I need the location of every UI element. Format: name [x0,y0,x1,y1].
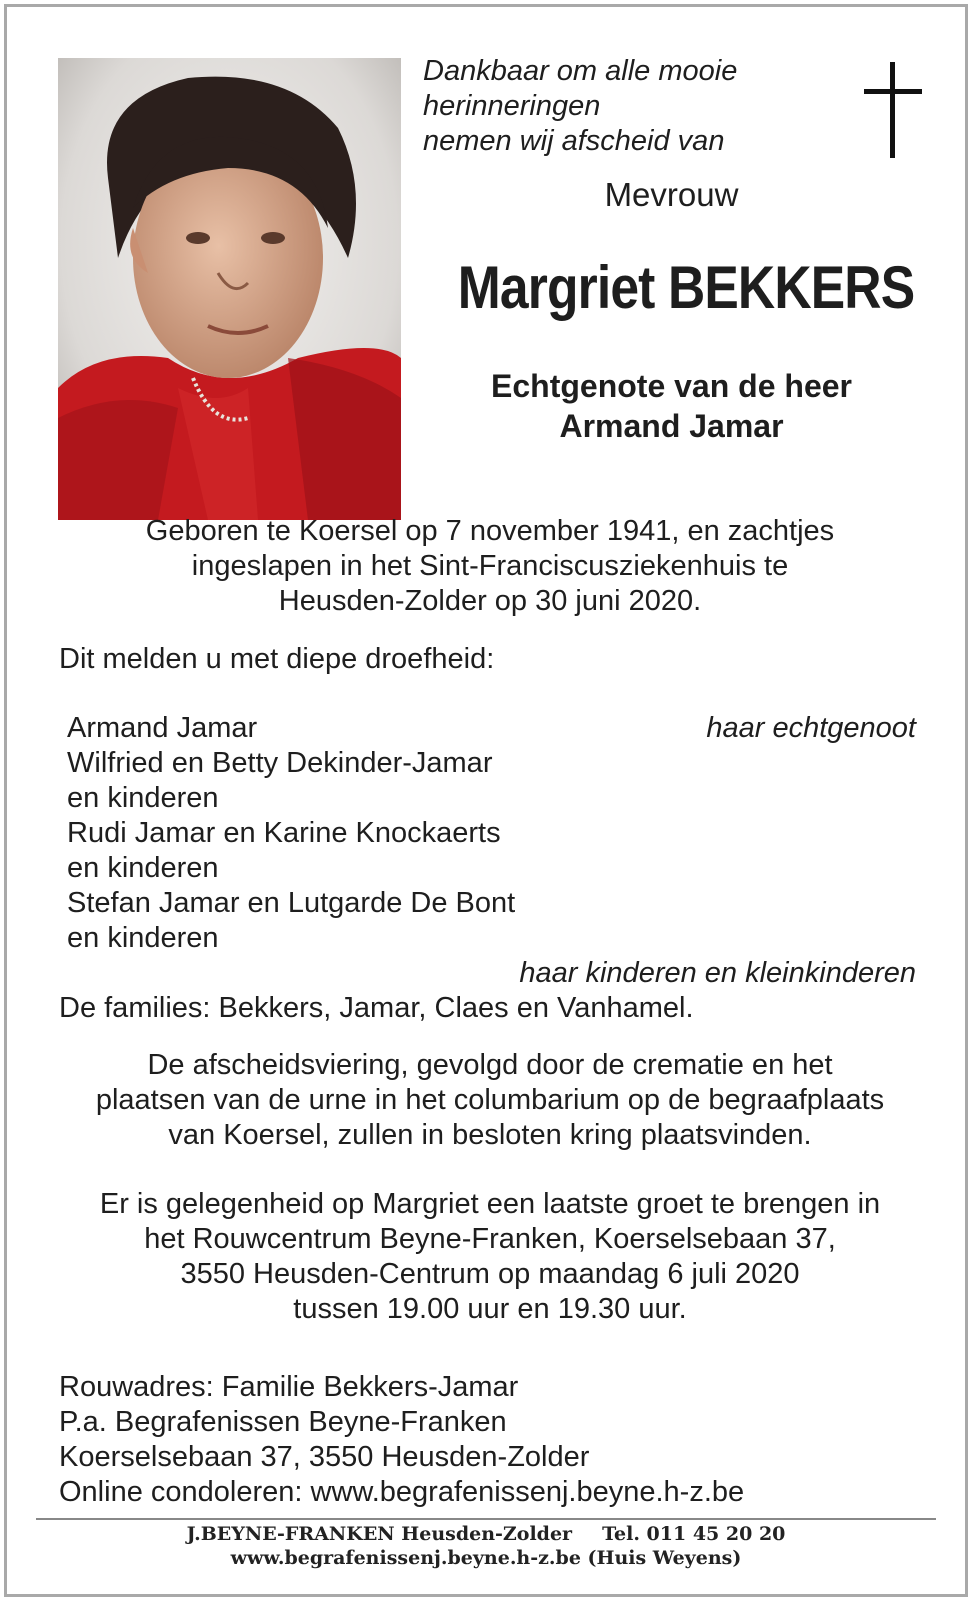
ceremony-text [40,1048,940,1153]
intro-line: nemen wij afscheid van [423,125,725,157]
spouse-entry-name: Armand Jamar [67,712,258,744]
ceremony-line: plaatsen van de urne in het columbarium op de begraafplaats [95,1084,885,1116]
address-line: Rouwadres: Familie Bekkers-Jamar [59,1371,519,1403]
spouse-line: Armand Jamar [559,408,784,444]
deceased-name: Margriet BEKKERS [457,254,915,321]
funeral-company: J.BEYNE-FRANKEN Heusden-Zolder [186,1523,573,1545]
intro-text [423,54,737,159]
spouse-info [423,366,920,446]
visit-line: het Rouwcentrum Beyne-Franken, Koerselsebaan 37, [144,1223,836,1255]
condolence-link[interactable]: Online condoleren: www.begrafenissenj.beyne.h-z.be [59,1476,745,1508]
cross-icon [864,62,924,158]
children-role: haar kinderen en kleinkinderen [519,957,916,989]
intro-line: herinneringen [423,90,601,122]
family-line: en kinderen [67,852,219,884]
ceremony-line: De afscheidsviering, gevolgd door de crematie en het [147,1049,833,1081]
visit-line: Er is gelegenheid op Margriet een laatste groet te brengen in [99,1188,881,1220]
family-line: Rudi Jamar en Karine Knockaerts [67,817,501,849]
visit-line: tussen 19.00 uur en 19.30 uur. [293,1293,687,1325]
sorrow-line: Dit melden u met diepe droefheid: [59,643,495,675]
footer-website[interactable]: www.begrafenissenj.beyne.h-z.be (Huis Weyens) [230,1547,742,1569]
footer [36,1522,936,1570]
address-line: P.a. Begrafenissen Beyne-Franken [59,1406,507,1438]
family-line: Stefan Jamar en Lutgarde De Bont [67,887,516,919]
family-line: en kinderen [67,922,219,954]
birth-line: ingeslapen in het Sint-Franciscusziekenhuis te [191,550,789,582]
families-line: De families: Bekkers, Jamar, Claes en Vanhamel. [59,992,694,1024]
birth-death-text [40,514,940,619]
ceremony-line: van Koersel, zullen in besloten kring plaatsvinden. [168,1119,812,1151]
mourning-address [59,1370,744,1510]
birth-line: Geboren te Koersel op 7 november 1941, en zachtjes [145,515,835,547]
family-line: en kinderen [67,782,219,814]
spouse-entry-role: haar echtgenoot [706,712,916,744]
spouse-line: Echtgenote van de heer [491,368,852,404]
family-line: Wilfried en Betty Dekinder-Jamar [67,747,493,779]
portrait-photo [58,58,401,520]
footer-divider [36,1518,936,1520]
intro-line: Dankbaar om alle mooie [423,55,738,87]
visit-line: 3550 Heusden-Centrum op maandag 6 juli 2020 [180,1258,800,1290]
visitation-text [40,1187,940,1327]
address-line: Koerselsebaan 37, 3550 Heusden-Zolder [59,1441,590,1473]
phone-number: Tel. 011 45 20 20 [602,1523,786,1545]
birth-line: Heusden-Zolder op 30 juni 2020. [278,585,702,617]
honorific: Mevrouw [604,176,739,213]
